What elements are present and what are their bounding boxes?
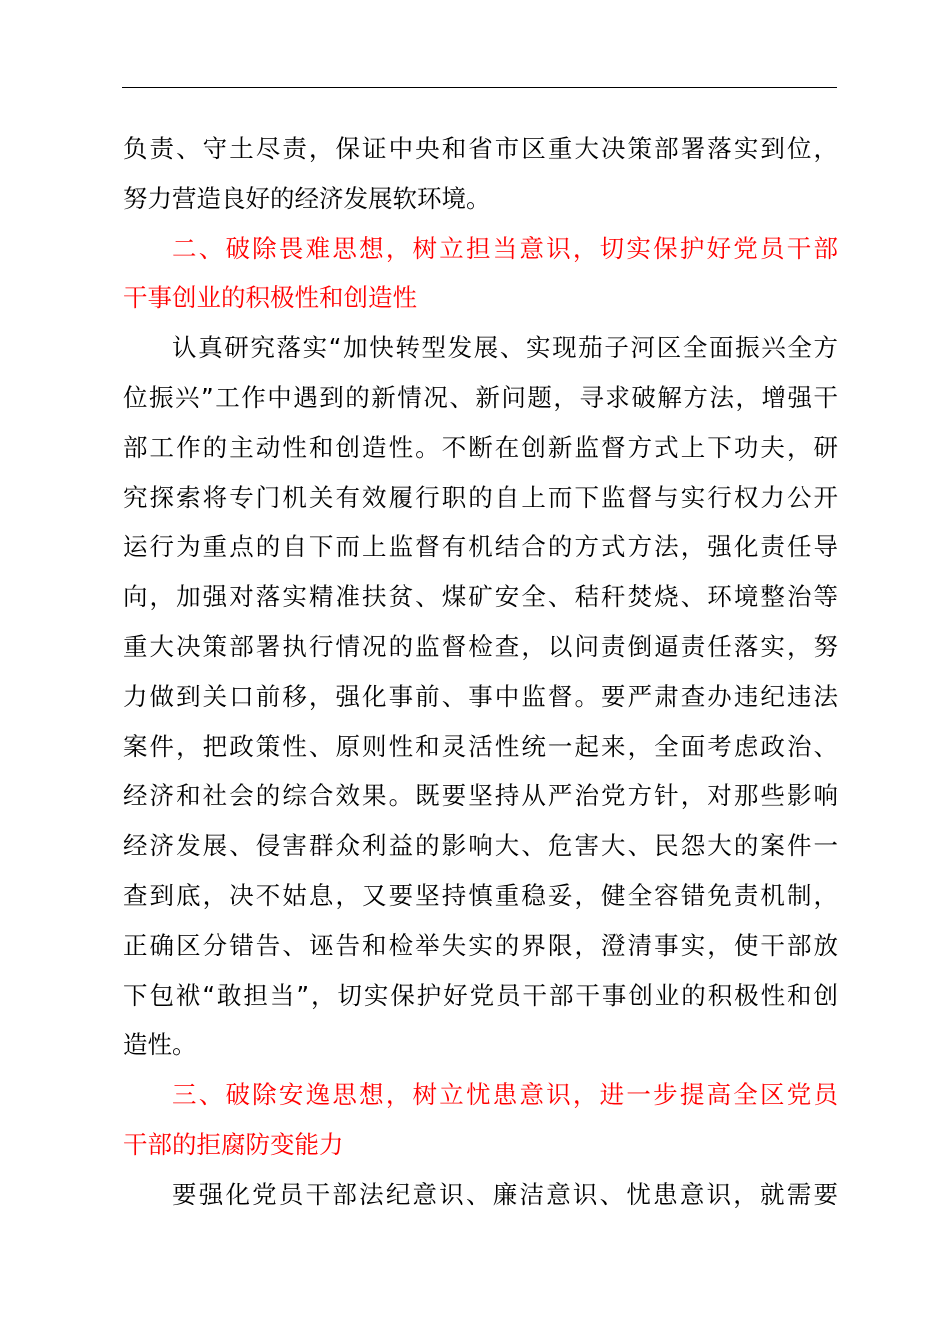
body-line: 认真研究落实“加快转型发展、实现茄子河区全面振兴全方 — [172, 333, 838, 363]
section-heading: 二、破除畏难思想，树立担当意识，切实保护好党员干部 — [172, 233, 838, 263]
body-line: 向，加强对落实精准扶贫、煤矿安全、秸秆焚烧、环境整治等 — [123, 582, 838, 612]
header-rule — [122, 87, 837, 88]
body-line: 重大决策部署执行情况的监督检查，以问责倒逼责任落实，努 — [123, 631, 838, 661]
body-line: 造性。 — [123, 1030, 197, 1060]
body-line: 运行为重点的自下而上监督有机结合的方式方法，强化责任导 — [123, 532, 838, 562]
body-line: 经济发展、侵害群众利益的影响大、危害大、民怨大的案件一 — [123, 831, 838, 861]
section-heading: 三、破除安逸思想，树立忧患意识，进一步提高全区党员 — [172, 1080, 838, 1110]
body-line: 努力营造良好的经济发展软环境。 — [123, 183, 491, 213]
body-line: 究探索将专门机关有效履行职的自上而下监督与实行权力公开 — [123, 482, 838, 512]
section-heading: 干事创业的积极性和创造性 — [123, 283, 417, 313]
body-line: 正确区分错告、诬告和检举失实的界限，澄清事实，使干部放 — [123, 930, 838, 960]
document-body — [123, 124, 838, 1220]
body-line: 查到底，决不姑息，又要坚持慎重稳妥，健全容错免责机制， — [123, 880, 838, 910]
body-line: 力做到关口前移，强化事前、事中监督。要严肃查办违纪违法 — [123, 681, 838, 711]
body-line: 经济和社会的综合效果。既要坚持从严治党方针，对那些影响 — [123, 781, 838, 811]
body-line: 位振兴”工作中遇到的新情况、新问题，寻求破解方法，增强干 — [123, 382, 838, 412]
body-line: 负责、守土尽责，保证中央和省市区重大决策部署落实到位， — [123, 134, 838, 163]
body-line: 下包袱“敢担当”，切实保护好党员干部干事创业的积极性和创 — [123, 980, 838, 1010]
section-heading: 干部的拒腐防变能力 — [123, 1129, 344, 1159]
body-line: 部工作的主动性和创造性。不断在创新监督方式上下功夫，研 — [123, 432, 838, 462]
body-line: 要强化党员干部法纪意识、廉洁意识、忧患意识，就需要 — [172, 1179, 838, 1209]
body-line: 案件，把政策性、原则性和灵活性统一起来，全面考虑政治、 — [123, 731, 838, 761]
